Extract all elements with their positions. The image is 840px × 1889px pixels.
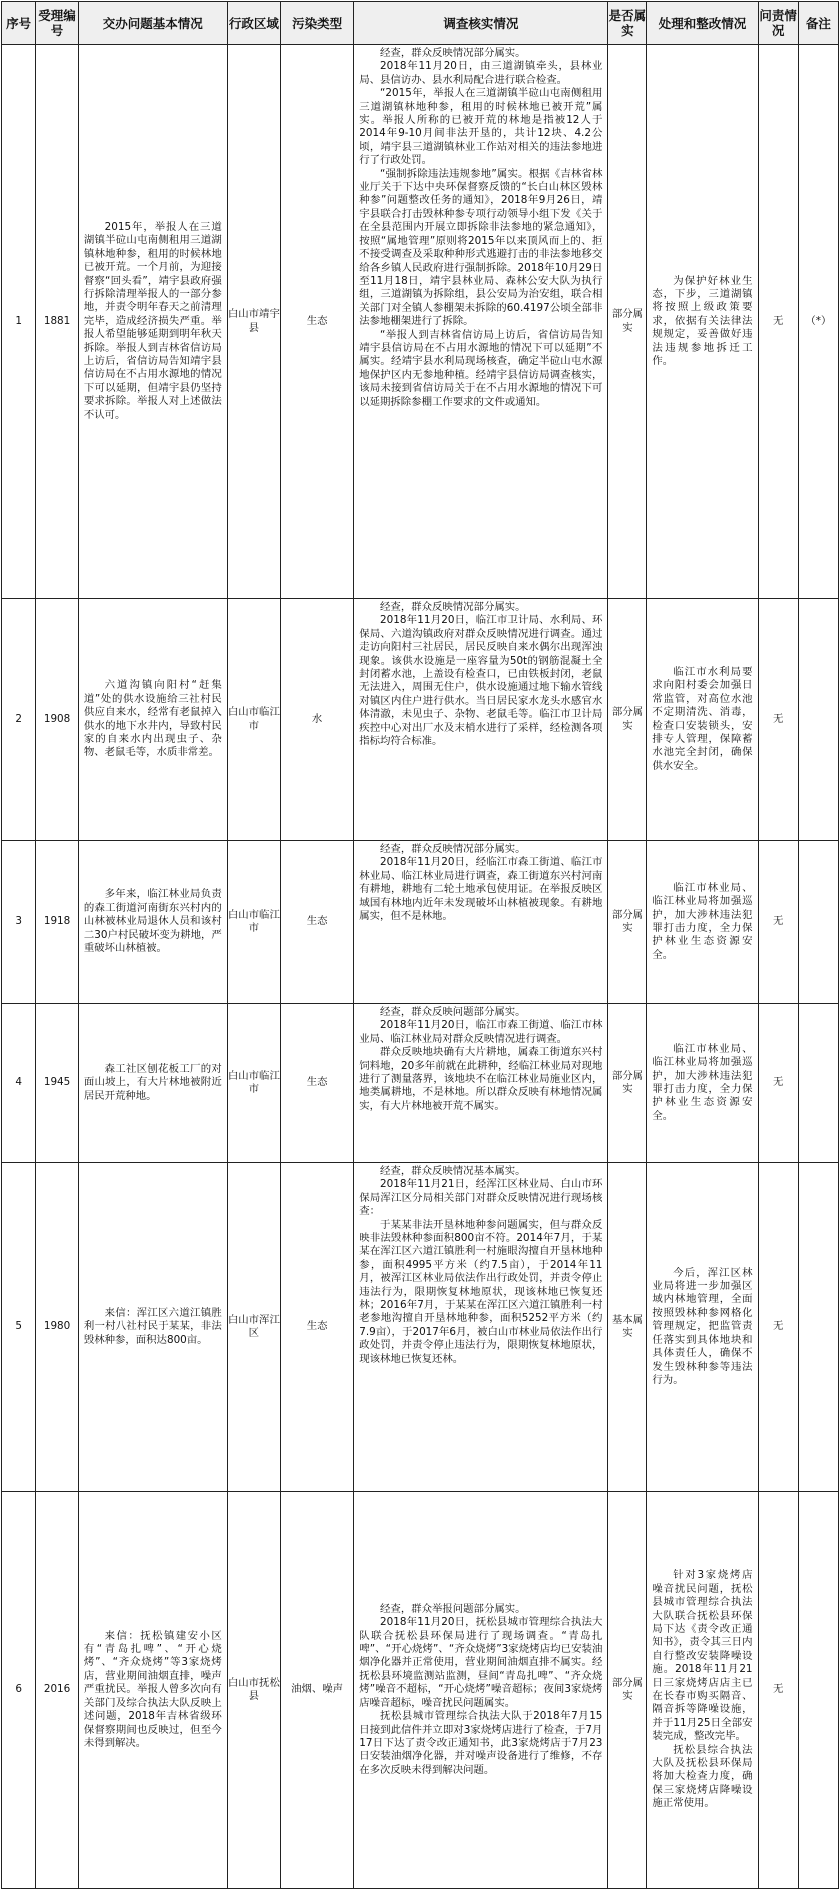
cell-pollution: 生态	[280, 45, 353, 599]
cell-handling: 临江市水利局要求向阳村委会加强日常监管，对高位水池不定期清洗、消毒，检查口安装锁头，安排专人管理，保障蓄水池完全封闭，确保供水安全。	[647, 599, 758, 841]
investigation-para: 2018年11月20日，经临江市森工街道、临江市林业局、临江林业局进行调查，森工街道东兴村河南有耕地，耕地有二轮土地承包使用证。在举报反映区域国有林地内近年未发现破坏山林植被现象。有耕地属实，但不是林地。	[359, 856, 603, 923]
cell-accountability: 无	[758, 45, 798, 599]
cell-region: 白山市靖宇县	[227, 45, 280, 599]
cell-seq: 5	[2, 1163, 36, 1492]
cell-seq: 6	[2, 1492, 36, 1889]
cell-investigation	[354, 599, 608, 841]
cell-issue: 多年来，临江林业局负责的森工街道河南街东兴村内的山林被林业局退休人员和该村二30户村民破坏变为耕地，严重破坏山林植被。	[78, 841, 227, 1004]
cell-id: 1980	[36, 1163, 79, 1492]
cell-accountability: 无	[758, 1492, 798, 1889]
cell-id: 2016	[36, 1492, 79, 1889]
table-row	[2, 841, 839, 1004]
cell-pollution: 生态	[280, 841, 353, 1004]
table-row	[2, 599, 839, 841]
cell-verified: 部分属实	[608, 1492, 647, 1889]
cell-verified: 部分属实	[608, 45, 647, 599]
cell-seq: 2	[2, 599, 36, 841]
cell-handling: 为保护好林业生态，下步，三道湖镇将按照上级政策要求，依据有关法律法规规定，妥善做好违法违规参地拆迁工作。	[647, 45, 758, 599]
table-row	[2, 45, 839, 599]
cell-note	[798, 599, 838, 841]
cell-note: （*）	[798, 45, 838, 599]
header-row	[2, 2, 839, 45]
cell-investigation	[354, 1163, 608, 1492]
cell-accountability: 无	[758, 1163, 798, 1492]
investigation-para: 经查，群众反映问题部分属实。	[380, 1006, 526, 1018]
header-verified: 是否属实	[608, 2, 647, 45]
cell-id: 1881	[36, 45, 79, 599]
cell-issue: 2015年，举报人在三道湖镇半砬山屯南侧租用三道湖镇林地种参，租用的时候林地已被开荒。一个月前，为迎接督察“回头看”，靖宇县政府强行拆除清理举报人的一部分参地，并责令明年春天之前清理完毕，造成经济损失严重。举报人希望能够延期到明年秋天拆除。举报人到吉林省信访局上访后，省信访局告知靖宇县信访局在不占用水源地的情况下可以延期，但靖宇县仍坚持要求拆除。举报人对上述做法不认可。	[78, 45, 227, 599]
cell-issue: 来信：浑江区六道江镇胜利一村八社村民于某某，非法毁林种参，面积达800亩。	[78, 1163, 227, 1492]
investigation-para: 2018年11月20日，临江市森工街道、临江市林业局、临江林业局对群众反映情况进行调查。	[359, 1019, 603, 1045]
cell-seq: 4	[2, 1004, 36, 1163]
cell-region: 白山市浑江区	[227, 1163, 280, 1492]
cell-accountability: 无	[758, 841, 798, 1004]
header-accountability: 问责情况	[758, 2, 798, 45]
investigation-para: 经查，群众反映情况部分属实。	[380, 843, 526, 855]
handling-para: 针对3家烧烤店噪音扰民问题，抚松县城市管理综合执法大队联合抚松县环保局下达《责令改正通知书》，责令其三日内自行整改安装降噪设施。2018年11月21日三家烧烤店店主已在长春市购买隔音、隔音拆等降噪设施，并于11月25日全部安装完成，整改完毕。	[652, 1569, 753, 1743]
header-region: 行政区域	[227, 2, 280, 45]
cell-region: 白山市抚松县	[227, 1492, 280, 1889]
cell-id: 1945	[36, 1004, 79, 1163]
cell-region: 白山市临江市	[227, 1004, 280, 1163]
cell-issue: 森工社区刨花板工厂的对面山坡上，有大片林地被附近居民开荒种地。	[78, 1004, 227, 1163]
cell-pollution: 生态	[280, 1163, 353, 1492]
cell-investigation	[354, 45, 608, 599]
investigation-para: “强制拆除违法违规参地”属实。根据《吉林省林业厅关于下达中央环保督察反馈的“长白山林区毁林种参”问题整改任务的通知》，2018年9月26日，靖宇县联合打击毁林种参专项行动领导小组下发《关于在全县范围内开展立即拆除非法参地的紧急通知》，按照“属地管理”原则将2015年以来顶风而上的、拒不接受调查及采取种种形式逃避打击的非法参地移交给各乡镇人民政府进行强制拆除。2018年10月29日至11月18日，靖宇县林业局、森林公安大队为执行组，三道湖镇为拆除组，县公安局为治安组，联合相关部门对全镇人参棚架未拆除的60.4197公顷全部非法参地棚架进行了拆除。	[359, 167, 603, 328]
investigation-para: 2018年11月20日，由三道湖镇牵头，县林业局、县信访办、县水利局配合进行联合检查。	[359, 60, 603, 86]
investigation-para: 群众反映地块确有大片耕地，属森工街道东兴村饲料地，20多年前就在此耕种，经临江林业局对现地进行了测量落界，该地块不在临江林业局施业区内，地类属耕地，不是林地。所以群众反映有林地情况属实，有大片林地被开荒不属实。	[359, 1046, 603, 1112]
cell-pollution: 水	[280, 599, 353, 841]
cell-handling: 临江市林业局、临江林业局将加强巡护，加大涉林违法犯罪打击力度，全力保护林业生态资源安全。	[647, 841, 758, 1004]
cell-accountability: 无	[758, 599, 798, 841]
cell-region: 白山市临江市	[227, 599, 280, 841]
header-pollution: 污染类型	[280, 2, 353, 45]
cell-verified: 基本属实	[608, 1163, 647, 1492]
header-issue: 交办问题基本情况	[78, 2, 227, 45]
header-seq: 序号	[2, 2, 36, 45]
cell-id: 1918	[36, 841, 79, 1004]
investigation-para: “2015年，举报人在三道湖镇半砬山屯南侧租用三道湖镇林地种参，租用的时候林地已被开荒”属实。举报人所称的已被开荒的林地是指被12人于2014年9-10月间非法开垦的，共计12块、4.2公顷，靖宇县三道湖镇林业工作站对相关的违法参地进行了行政处罚。	[359, 87, 603, 167]
cell-handling	[647, 1492, 758, 1889]
cell-issue: 六道沟镇向阳村“赶集道”处的供水设施给三社村民供应自来水，经常有老鼠掉入供水的地下水井内，导致村民家的自来水内出现虫子、杂物、老鼠毛等，水质非常差。	[78, 599, 227, 841]
investigation-para: 经查，群众举报问题部分属实。	[380, 1602, 526, 1615]
header-id: 受理编号	[36, 2, 79, 45]
header-note: 备注	[798, 2, 838, 45]
cell-handling: 临江市林业局、临江林业局将加强巡护，加大涉林违法犯罪打击力度，全力保护林业生态资源安全。	[647, 1004, 758, 1163]
cell-accountability: 无	[758, 1004, 798, 1163]
cell-seq: 3	[2, 841, 36, 1004]
cell-verified: 部分属实	[608, 599, 647, 841]
header-handling: 处理和整改情况	[647, 2, 758, 45]
table-row	[2, 1492, 839, 1889]
cell-investigation	[354, 841, 608, 1004]
cell-pollution: 油烟、噪声	[280, 1492, 353, 1889]
investigation-para: 经查，群众反映情况基本属实。	[380, 1165, 526, 1177]
cell-pollution: 生态	[280, 1004, 353, 1163]
investigation-para: 2018年11月21日，经浑江区林业局、白山市环保局浑江区分局相关部门对群众反映情况进行现场核查：	[359, 1178, 603, 1218]
investigation-para: 抚松县城市管理综合执法大队于2018年7月15日接到此信件并立即对3家烧烤店进行了检查，于7月17日下达了责令改正通知书，此3家烧烤店于7月23日安装油烟净化器，并对噪声设备进行了维修，不存在多次反映未得到解决问题。	[359, 1710, 603, 1776]
cell-id: 1908	[36, 599, 79, 841]
table-row	[2, 1004, 839, 1163]
cell-investigation	[354, 1004, 608, 1163]
cell-note	[798, 1004, 838, 1163]
cell-verified: 部分属实	[608, 1004, 647, 1163]
investigation-para: 经查，群众反映情况部分属实。	[380, 47, 526, 59]
cell-handling: 今后，浑江区林业局将进一步加强区域内林地管理，全面按照毁林种参网格化管理规定，把监管责任落实到具体地块和具体责任人，确保不发生毁林种参等违法行为。	[647, 1163, 758, 1492]
handling-para: 抚松县综合执法大队及抚松县环保局将加大检查力度，确保三家烧烤店降噪设施正常使用。	[652, 1743, 753, 1810]
cell-note	[798, 1492, 838, 1889]
cell-region: 白山市临江市	[227, 841, 280, 1004]
complaint-table	[1, 1, 839, 1889]
cell-issue: 来信：抚松镇建安小区有“青岛扎啤”、“开心烧烤”、“齐众烧烤”等3家烧烤店，营业期间油烟直排，噪声严重扰民。举报人曾多次向有关部门及综合执法大队反映上述问题，2018年吉林省级环保督察期间也反映过，但至今未得到解决。	[78, 1492, 227, 1889]
cell-seq: 1	[2, 45, 36, 599]
header-investigation: 调查核实情况	[354, 2, 608, 45]
investigation-para: 2018年11月20日，抚松县城市管理综合执法大队联合抚松县环保局进行了现场调查。“青岛扎啤”、“开心烧烤”、“齐众烧烤”3家烧烤店均已安装油烟净化器并正常使用，营业期间油烟直排不属实。经抚松县环境监测站监测，昼间“青岛扎啤”、“齐众烧烤”噪音不超标，“开心烧烤”噪音超标；夜间3家烧烤店噪音超标，噪音扰民问题属实。	[359, 1616, 603, 1709]
table-row	[2, 1163, 839, 1492]
cell-note	[798, 841, 838, 1004]
cell-investigation	[354, 1492, 608, 1889]
investigation-para: 经查，群众反映情况部分属实。	[380, 601, 526, 613]
cell-verified: 部分属实	[608, 841, 647, 1004]
investigation-para: 于某某非法开垦林地种参问题属实，但与群众反映非法毁林种参面积800亩不符。2014年7月，于某某在浑江区六道江镇胜利一村施眼沟擅自开垦林地种参，面积4995平方米（约7.5亩），于2014年11月，被浑江区林业局依法作出行政处罚，并责令停止违法行为，限期恢复林地原状，现该林地已恢复还林；2016年7月，于某某在浑江区六道江镇胜利一村老参地沟擅自开垦林地种参，面积5252平方米（约7.9亩），于2017年6月，被白山市林业局依法作出行政处罚，并责令停止违法行为，限期恢复林地原状，现该林地已恢复还林。	[359, 1218, 603, 1365]
investigation-para: 2018年11月20日，临江市卫计局、水利局、环保局、六道沟镇政府对群众反映情况进行调查。通过走访向阳村三社居民，居民反映自来水偶尔出现浑浊现象。该供水设施是一座容量为50t的钢筋混凝土全封闭蓄水池，上盖设有检查口，已由铁板封闭，老鼠无法进入，周围无住户，供水设施通过地下输水管线对镇区内住户进行供水。当日居民家水龙头水感官水体清澈，未见虫子、杂物、老鼠毛等。临江市卫计局疾控中心对出厂水及末梢水进行了采样，经检测各项指标均符合标准。	[359, 614, 603, 748]
investigation-para: “举报人到吉林省信访局上访后，省信访局告知靖宇县信访局在不占用水源地的情况下可以延期”不属实。经靖宇县水利局现场核查，确定半砬山屯水源地保护区内无参地种植。经靖宇县信访局调查核实，该局未接到省信访局关于在不占用水源地的情况下可以延期拆除参棚工作要求的文件或通知。	[359, 328, 603, 408]
cell-note	[798, 1163, 838, 1492]
